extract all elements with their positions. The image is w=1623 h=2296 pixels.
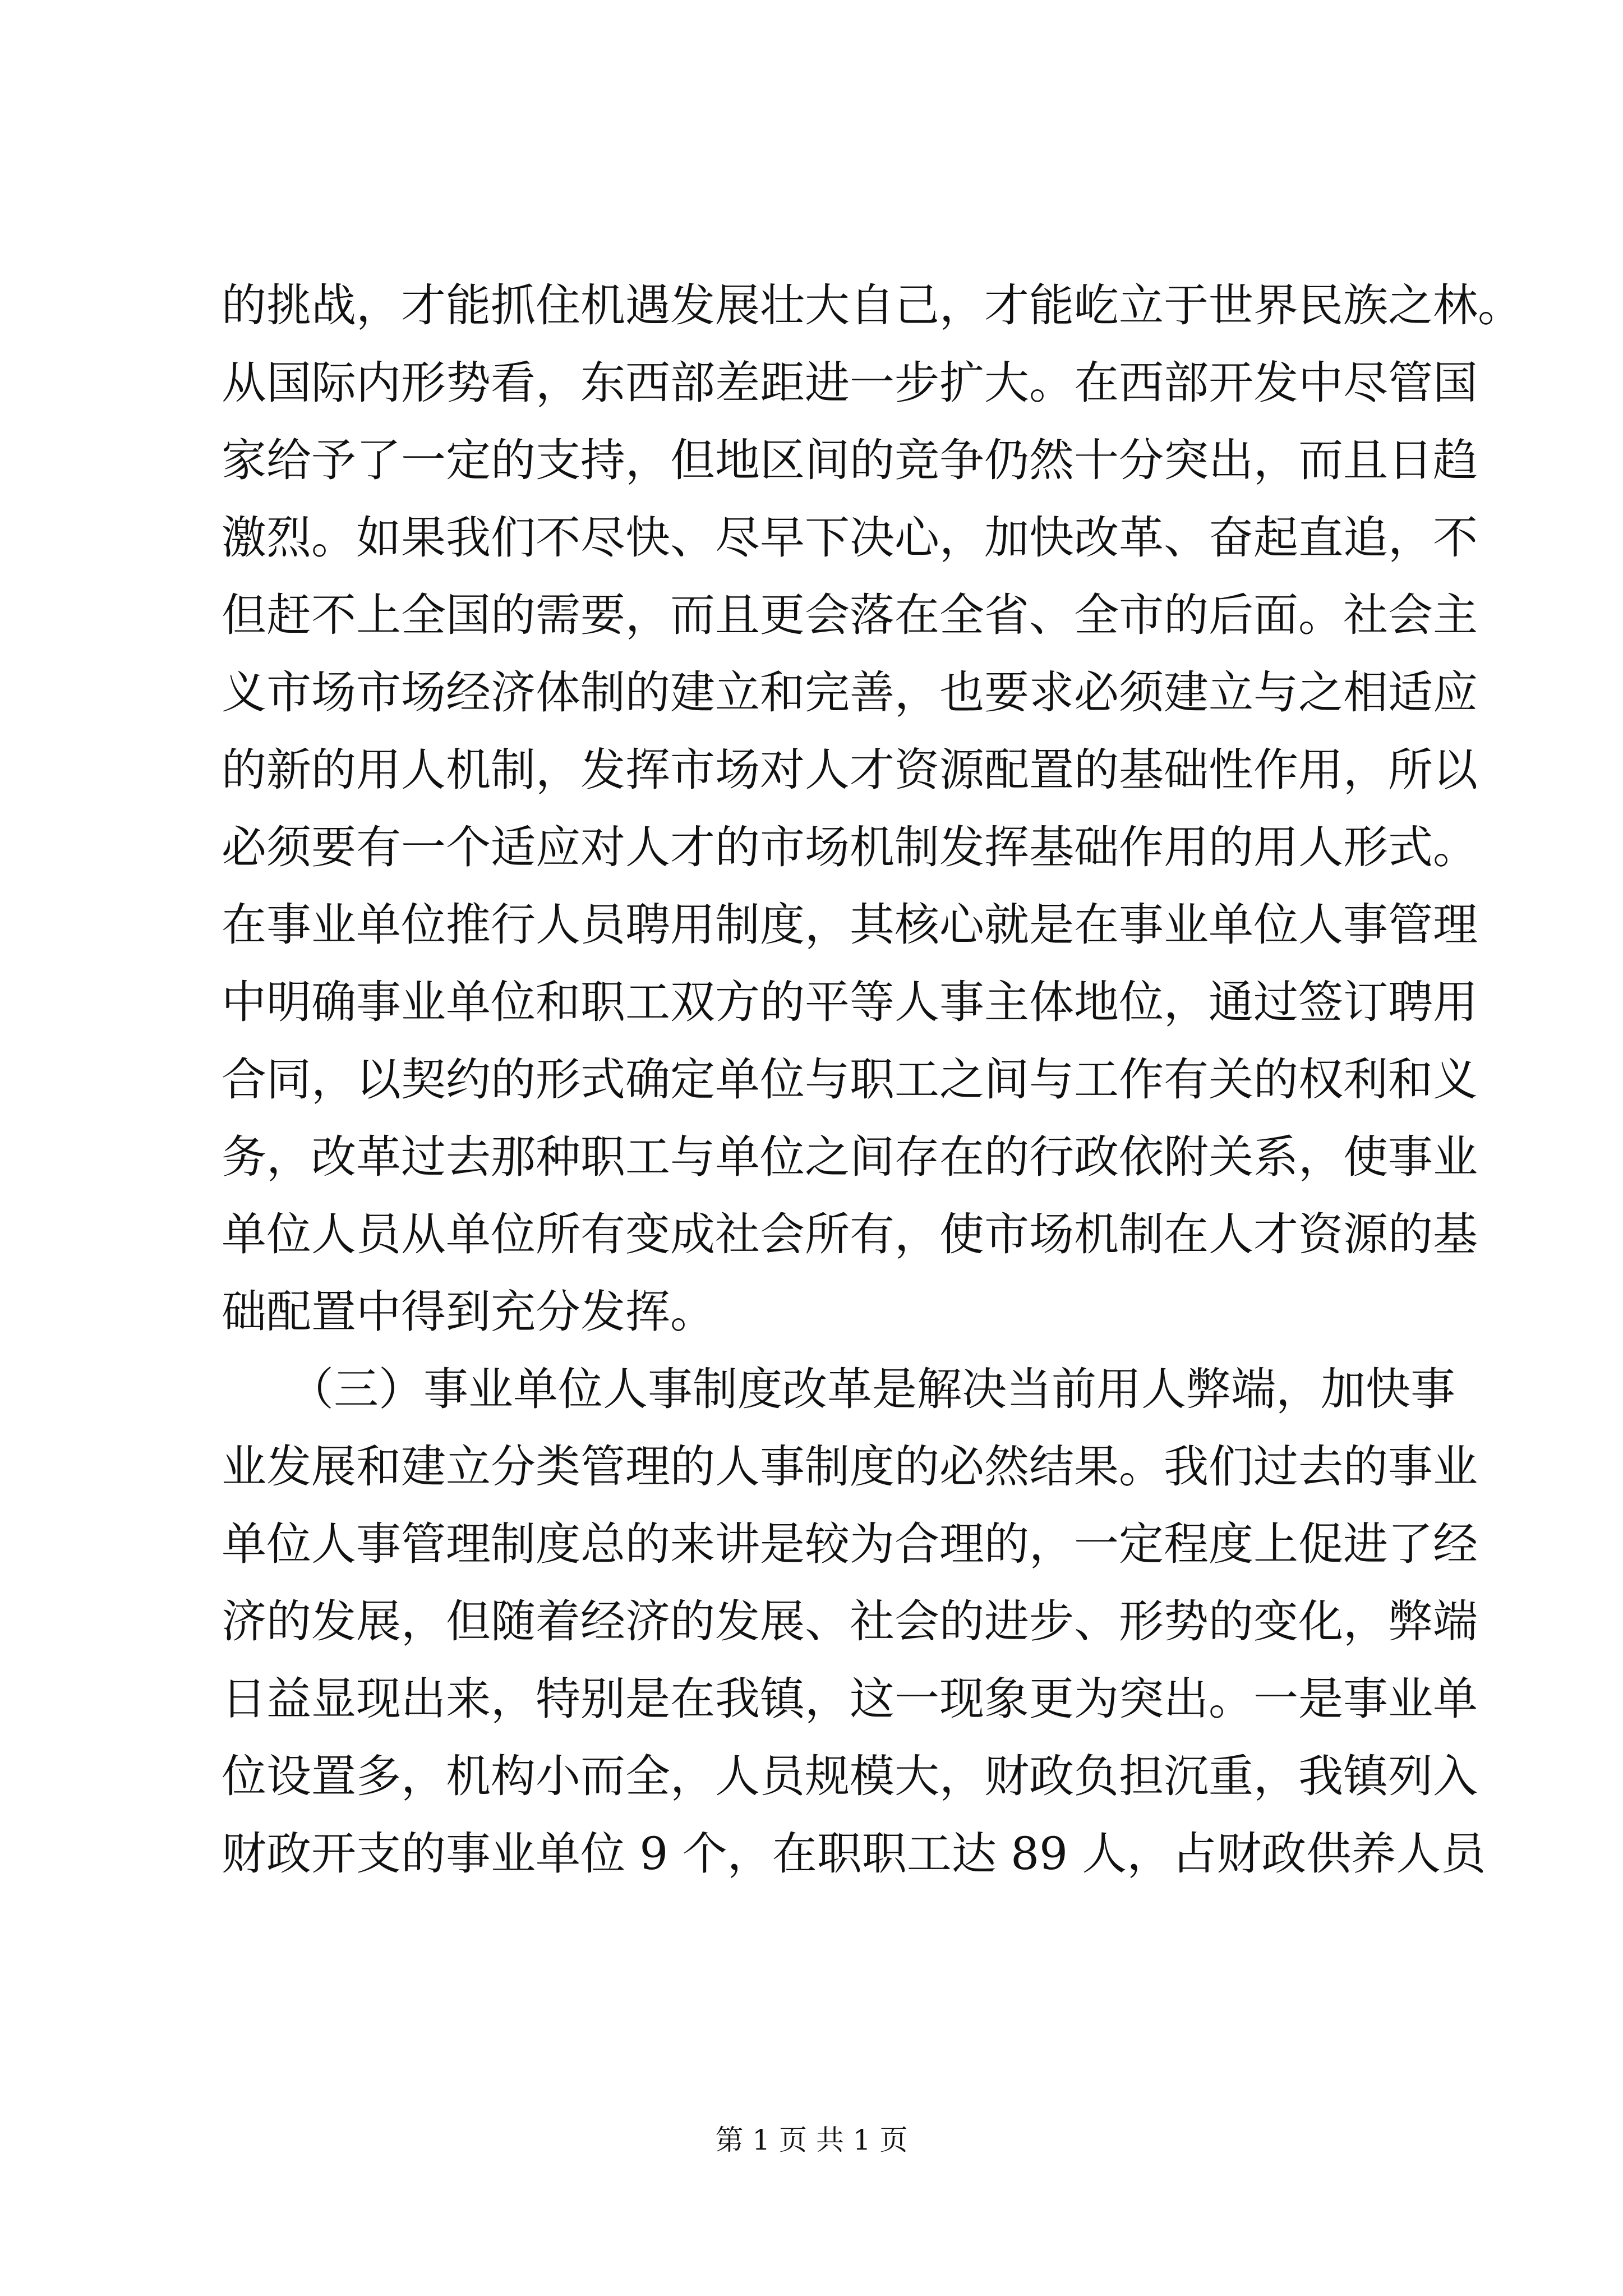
text-line: （三）事业单位人事制度改革是解决当前用人弊端，加快事 xyxy=(222,1363,1455,1415)
text-line: 财政开支的事业单位 9 个，在职职工达 89 人，占财政供养人员 xyxy=(222,1828,1486,1880)
page-footer: 第 1 页 共 1 页 xyxy=(715,2124,908,2156)
text-line: 中明确事业单位和职工双方的平等人事主体地位，通过签订聘用 xyxy=(222,976,1478,1028)
text-line: 必须要有一个适应对人才的市场机制发挥基础作用的用人形式。 xyxy=(222,821,1478,873)
text-line: 激烈。如果我们不尽快、尽早下决心，加快改革、奋起直追，不 xyxy=(222,512,1478,564)
text-line: 日益显现出来，特别是在我镇，这一现象更为突出。一是事业单 xyxy=(222,1673,1478,1725)
text-line: 的新的用人机制，发挥市场对人才资源配置的基础性作用，所以 xyxy=(222,744,1478,796)
text-line: 务，改革过去那种职工与单位之间存在的行政依附关系，使事业 xyxy=(222,1131,1478,1183)
text-line: 从国际内形势看，东西部差距进一步扩大。在西部开发中尽管国 xyxy=(222,357,1478,409)
text-line: 位设置多，机构小而全，人员规模大，财政负担沉重，我镇列入 xyxy=(222,1750,1478,1802)
text-line: 础配置中得到充分发挥。 xyxy=(222,1286,715,1338)
text-line: 的挑战，才能抓住机遇发展壮大自己，才能屹立于世界民族之林。 xyxy=(222,279,1523,332)
text-line: 济的发展，但随着经济的发展、社会的进步、形势的变化，弊端 xyxy=(222,1595,1478,1648)
text-line: 单位人事管理制度总的来讲是较为合理的，一定程度上促进了经 xyxy=(222,1518,1478,1570)
text-line: 但赶不上全国的需要，而且更会落在全省、全市的后面。社会主 xyxy=(222,589,1478,641)
text-line: 业发展和建立分类管理的人事制度的必然结果。我们过去的事业 xyxy=(222,1441,1478,1493)
text-line: 在事业单位推行人员聘用制度，其核心就是在事业单位人事管理 xyxy=(222,899,1478,951)
text-line: 单位人员从单位所有变成社会所有，使市场机制在人才资源的基 xyxy=(222,1208,1478,1260)
text-line: 义市场市场经济体制的建立和完善，也要求必须建立与之相适应 xyxy=(222,666,1478,719)
text-line: 家给予了一定的支持，但地区间的竞争仍然十分突出，而且日趋 xyxy=(222,434,1478,486)
text-line: 合同，以契约的形式确定单位与职工之间与工作有关的权利和义 xyxy=(222,1053,1478,1106)
